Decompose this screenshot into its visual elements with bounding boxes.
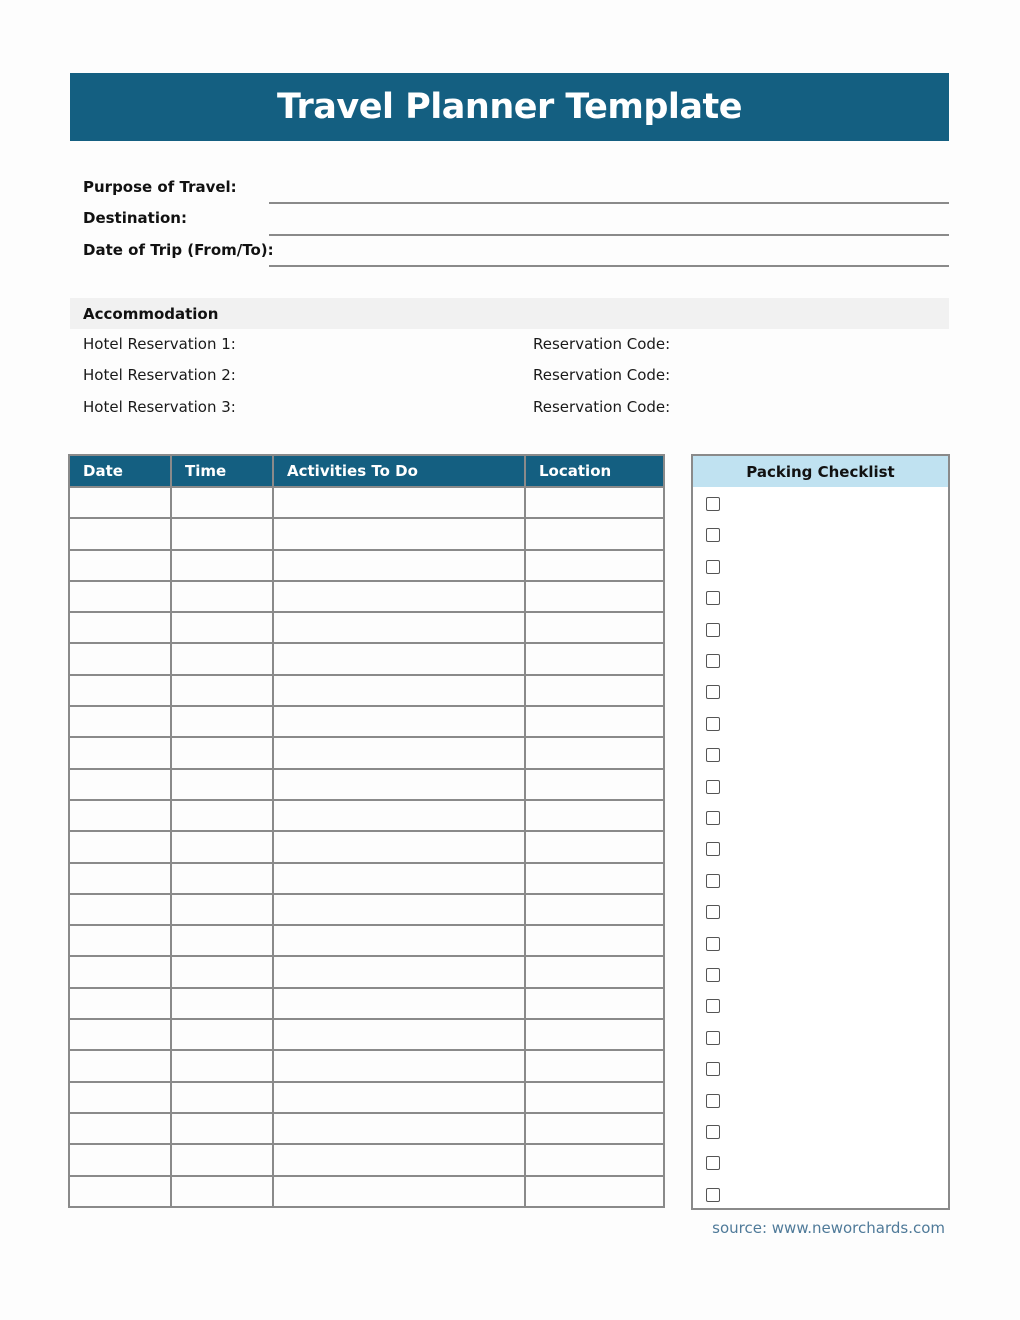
activities-table-body: [69, 487, 664, 1207]
hotel-reservation-1-label: Hotel Reservation 1:: [83, 335, 236, 353]
date-cell[interactable]: [69, 988, 171, 1019]
table-row: [69, 1144, 664, 1175]
location-cell[interactable]: [525, 894, 664, 925]
date-cell[interactable]: [69, 1082, 171, 1113]
hotel-reservation-3-label: Hotel Reservation 3:: [83, 398, 236, 416]
time-cell[interactable]: [171, 894, 273, 925]
date-cell[interactable]: [69, 643, 171, 674]
checkbox[interactable]: [706, 1125, 720, 1139]
location-cell[interactable]: [525, 1144, 664, 1175]
time-cell[interactable]: [171, 925, 273, 956]
checkbox[interactable]: [706, 717, 720, 731]
destination-field[interactable]: [269, 234, 949, 236]
reservation-code-2-label: Reservation Code:: [533, 366, 671, 384]
source-note: source: www.neworchards.com: [712, 1219, 945, 1237]
header-time: Time: [171, 455, 273, 487]
table-row: [69, 863, 664, 894]
time-cell[interactable]: [171, 1144, 273, 1175]
table-row: [69, 894, 664, 925]
checkbox[interactable]: [706, 528, 720, 542]
time-cell[interactable]: [171, 1050, 273, 1081]
activity-cell[interactable]: [273, 1082, 525, 1113]
date-cell[interactable]: [69, 487, 171, 518]
checkbox[interactable]: [706, 685, 720, 699]
table-row: [69, 1050, 664, 1081]
location-cell[interactable]: [525, 769, 664, 800]
activity-cell[interactable]: [273, 956, 525, 987]
time-cell[interactable]: [171, 706, 273, 737]
activity-cell[interactable]: [273, 737, 525, 768]
date-cell[interactable]: [69, 581, 171, 612]
checkbox[interactable]: [706, 811, 720, 825]
location-cell[interactable]: [525, 643, 664, 674]
activity-cell[interactable]: [273, 831, 525, 862]
time-cell[interactable]: [171, 581, 273, 612]
table-row: [69, 1082, 664, 1113]
packing-checklist: [691, 454, 950, 1210]
table-row: [69, 988, 664, 1019]
date-cell[interactable]: [69, 1050, 171, 1081]
checkbox[interactable]: [706, 654, 720, 668]
activity-cell[interactable]: [273, 863, 525, 894]
table-row: [69, 1019, 664, 1050]
activity-cell[interactable]: [273, 1176, 525, 1207]
location-cell[interactable]: [525, 581, 664, 612]
checkbox[interactable]: [706, 905, 720, 919]
checkbox[interactable]: [706, 780, 720, 794]
time-cell[interactable]: [171, 612, 273, 643]
checkbox[interactable]: [706, 623, 720, 637]
activity-cell[interactable]: [273, 518, 525, 549]
activities-table: [68, 454, 665, 1208]
date-cell[interactable]: [69, 1113, 171, 1144]
reservation-code-3-label: Reservation Code:: [533, 398, 671, 416]
header-date: Date: [69, 455, 171, 487]
location-cell[interactable]: [525, 1050, 664, 1081]
date-cell[interactable]: [69, 956, 171, 987]
date-cell[interactable]: [69, 800, 171, 831]
activity-cell[interactable]: [273, 894, 525, 925]
time-cell[interactable]: [171, 831, 273, 862]
activity-cell[interactable]: [273, 988, 525, 1019]
date-cell[interactable]: [69, 831, 171, 862]
destination-label: Destination:: [83, 209, 187, 227]
activity-cell[interactable]: [273, 769, 525, 800]
header-activities: Activities To Do: [273, 455, 525, 487]
purpose-label: Purpose of Travel:: [83, 178, 237, 196]
time-cell[interactable]: [171, 863, 273, 894]
activity-cell[interactable]: [273, 1019, 525, 1050]
date-cell[interactable]: [69, 518, 171, 549]
activity-cell[interactable]: [273, 487, 525, 518]
checkbox[interactable]: [706, 497, 720, 511]
date-cell[interactable]: [69, 706, 171, 737]
title-bar: [70, 73, 949, 141]
checkbox[interactable]: [706, 591, 720, 605]
time-cell[interactable]: [171, 1113, 273, 1144]
activity-cell[interactable]: [273, 1113, 525, 1144]
time-cell[interactable]: [171, 800, 273, 831]
reservation-code-1-label: Reservation Code:: [533, 335, 671, 353]
location-cell[interactable]: [525, 925, 664, 956]
time-cell[interactable]: [171, 737, 273, 768]
checkbox[interactable]: [706, 560, 720, 574]
table-row: [69, 612, 664, 643]
activity-cell[interactable]: [273, 675, 525, 706]
table-row: [69, 737, 664, 768]
time-cell[interactable]: [171, 1019, 273, 1050]
activity-cell[interactable]: [273, 925, 525, 956]
checkbox[interactable]: [706, 1062, 720, 1076]
time-cell[interactable]: [171, 518, 273, 549]
date-cell[interactable]: [69, 925, 171, 956]
table-row: [69, 956, 664, 987]
time-cell[interactable]: [171, 956, 273, 987]
time-cell[interactable]: [171, 487, 273, 518]
activity-cell[interactable]: [273, 1050, 525, 1081]
date-cell[interactable]: [69, 1144, 171, 1175]
location-cell[interactable]: [525, 1113, 664, 1144]
table-row: [69, 487, 664, 518]
purpose-field[interactable]: [269, 202, 949, 204]
location-cell[interactable]: [525, 988, 664, 1019]
checkbox[interactable]: [706, 937, 720, 951]
checkbox[interactable]: [706, 1156, 720, 1170]
activity-cell[interactable]: [273, 612, 525, 643]
date-cell[interactable]: [69, 1019, 171, 1050]
table-row: [69, 550, 664, 581]
checkbox[interactable]: [706, 1094, 720, 1108]
date-cell[interactable]: [69, 769, 171, 800]
table-row: [69, 800, 664, 831]
activity-cell[interactable]: [273, 550, 525, 581]
location-cell[interactable]: [525, 550, 664, 581]
trip-date-label: Date of Trip (From/To):: [83, 241, 274, 259]
table-row: [69, 581, 664, 612]
table-row: [69, 925, 664, 956]
activity-cell[interactable]: [273, 1144, 525, 1175]
location-cell[interactable]: [525, 675, 664, 706]
table-row: [69, 706, 664, 737]
date-cell[interactable]: [69, 675, 171, 706]
checkbox[interactable]: [706, 1031, 720, 1045]
table-row: [69, 831, 664, 862]
time-cell[interactable]: [171, 675, 273, 706]
checkbox[interactable]: [706, 748, 720, 762]
table-row: [69, 1113, 664, 1144]
page-title: Travel Planner Template: [277, 87, 742, 127]
activity-cell[interactable]: [273, 800, 525, 831]
location-cell[interactable]: [525, 1176, 664, 1207]
location-cell[interactable]: [525, 737, 664, 768]
time-cell[interactable]: [171, 769, 273, 800]
date-cell[interactable]: [69, 612, 171, 643]
checkbox[interactable]: [706, 1188, 720, 1202]
table-row: [69, 518, 664, 549]
table-row: [69, 1176, 664, 1207]
checkbox[interactable]: [706, 874, 720, 888]
table-row: [69, 675, 664, 706]
hotel-reservation-2-label: Hotel Reservation 2:: [83, 366, 236, 384]
location-cell[interactable]: [525, 612, 664, 643]
location-cell[interactable]: [525, 863, 664, 894]
date-cell[interactable]: [69, 737, 171, 768]
packing-checklist-heading: Packing Checklist: [693, 456, 948, 487]
date-cell[interactable]: [69, 863, 171, 894]
location-cell[interactable]: [525, 800, 664, 831]
trip-date-field[interactable]: [269, 265, 949, 267]
activity-cell[interactable]: [273, 581, 525, 612]
date-cell[interactable]: [69, 550, 171, 581]
checkbox[interactable]: [706, 968, 720, 982]
time-cell[interactable]: [171, 643, 273, 674]
location-cell[interactable]: [525, 706, 664, 737]
table-row: [69, 769, 664, 800]
time-cell[interactable]: [171, 550, 273, 581]
checkbox[interactable]: [706, 999, 720, 1013]
date-cell[interactable]: [69, 894, 171, 925]
location-cell[interactable]: [525, 956, 664, 987]
table-row: [69, 643, 664, 674]
date-cell[interactable]: [69, 1176, 171, 1207]
checkbox[interactable]: [706, 842, 720, 856]
accommodation-header: [70, 298, 949, 329]
table-header-row: [69, 455, 664, 487]
location-cell[interactable]: [525, 487, 664, 518]
location-cell[interactable]: [525, 1082, 664, 1113]
activity-cell[interactable]: [273, 643, 525, 674]
activity-cell[interactable]: [273, 706, 525, 737]
location-cell[interactable]: [525, 1019, 664, 1050]
header-location: Location: [525, 455, 664, 487]
time-cell[interactable]: [171, 988, 273, 1019]
time-cell[interactable]: [171, 1082, 273, 1113]
location-cell[interactable]: [525, 518, 664, 549]
location-cell[interactable]: [525, 831, 664, 862]
accommodation-heading: Accommodation: [83, 304, 219, 323]
time-cell[interactable]: [171, 1176, 273, 1207]
